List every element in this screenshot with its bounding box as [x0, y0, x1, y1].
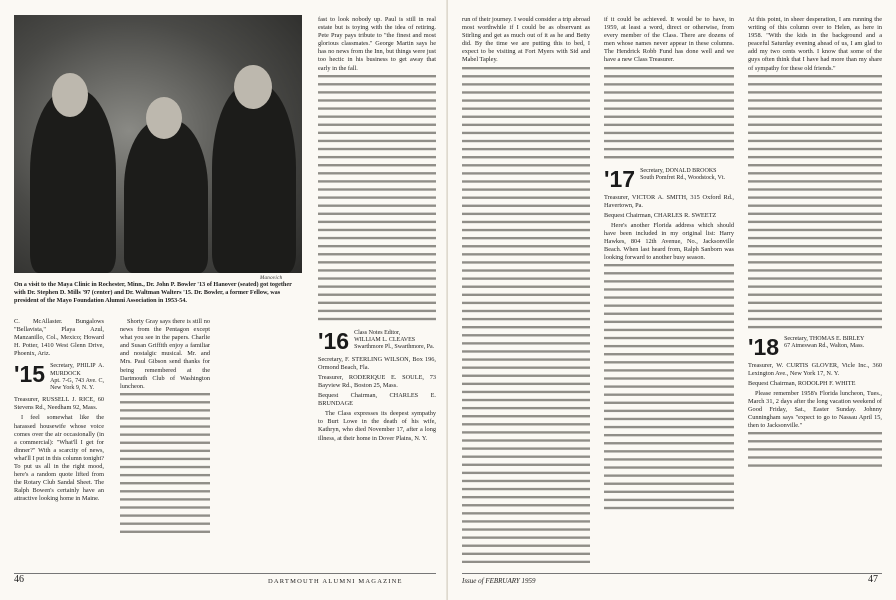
sec16-name: WILLIAM L. CLEAVES [354, 336, 416, 343]
sec16-secretary: Secretary, F. STERLING WILSON, Box 196, Ormond Beach, Fla. [318, 355, 436, 371]
sec18-title: Secretary, THOMAS E. BIRLEY [784, 335, 865, 342]
face-left [52, 73, 88, 117]
figure-right [212, 83, 296, 273]
secretary-line-15: Secretary, PHILIP A. MURDOCK [50, 363, 104, 377]
photo-doctors [14, 15, 302, 273]
class-heading-18 [748, 333, 882, 360]
secretary-address-15: Apt. 7-G, 743 Ave. C, New York 9, N. Y. [50, 377, 104, 392]
sec16-title: Class Notes Editor, [354, 329, 401, 336]
r-col2-body2: Here's another Florida address which should have been included in my original list: Harry Hawkes, 804 12th Avenue, No., Jacksonville Beach. When last heard from, Ralph Sanborn was looking forward to another busy season. [604, 221, 734, 262]
photo-caption: On a visit to the Maya Clinic in Rochester, Minn., Dr. John P. Bowler '13 of Hanover (seated) got together with Dr. Stephen D. Mills '97 (center) and Dr. Waltman Walters '15. Dr. Bowler, a former Fellow, was president of the Mayo Foundation Alumni Association in 1953-54. [14, 281, 292, 305]
col1-body: I feel somewhat like the harassed housewife whose voice comes over the air occasionally (in a commercial): "What'll I get for dinner?" With a scarcity of news, what'll I put in this column tonight? To put us all in the right mood, here's a random quote lifted from the Rotary Club Sandal Sheet. The Ralph Bowen's certainly have an attractive looking home in Maine. [14, 414, 104, 503]
spacer [120, 17, 121, 18]
sec16-address: Swarthmore Pl., Swarthmore, Pa. [354, 344, 435, 351]
class-heading-15 [14, 363, 104, 392]
treasurer-line-15: Treasurer, RUSSELL J. RICE, 60 Stevens Rd., Needham 92, Mass. [14, 396, 104, 412]
right-col-2 [604, 16, 734, 570]
class-heading-17 [604, 165, 734, 192]
r-col3-body: At this point, in sheer desperation, I am running the writing of this column over to Helen, as here in 1958. "With the kids in the background and a peaceful Saturday evening ahead of us, I am glad to add my two cents worth. I know that some of the guys often think that I have had more than my share of sympathy for these old friends." [748, 16, 882, 72]
figure-center-seated [124, 119, 208, 273]
footer-issue: Issue of FEBRUARY 1959 [462, 577, 536, 585]
r-col3-continued-text [748, 75, 882, 331]
col1-intro: C. McAllaster. Bungalows "Bellavista," Playa Azul, Manzanillo, Col., Mexico; Howard H. Potter, 1410 West Glenn Drive, Phoenix, Ariz. [14, 318, 104, 358]
spacer-b [218, 17, 219, 18]
face-right [234, 65, 272, 109]
r-col1-continued-text [462, 67, 590, 563]
class-year-15: '15 [14, 361, 46, 388]
page-number-left: 46 [14, 574, 24, 585]
page-number-right: 47 [868, 574, 878, 585]
footer-rule-left [14, 573, 436, 574]
right-page [448, 0, 896, 600]
sec17-address: South Pomfret Rd., Woodstock, Vt. [640, 174, 726, 181]
col3-body: fast to look nobody up. Paul is still in real estate but is toying with the idea of retiring. Pete Pray pays tribute to "the finest and most glorious classmates." George Martin says he has no news from the Inn, but things were just too hectic in his business to get away that early in the fall. [318, 16, 436, 72]
class-heading-16 [318, 327, 436, 354]
r-col2-body: if it could be achieved. It would be to have, in 1959, at least a word, direct or otherwise, from every member of the Class. There are dozens of men whose names never appear in these columns. The Hendrick Robb Fund has done well and we have a new Class Treasurer. [604, 16, 734, 64]
r-col1-body: run of their journey. I would consider a trip abroad most worthwhile if I could be as observant as Stirling and get as much out of it as he and Betty did. By the time we are putting this to bed, I expect to be visiting at Fort Myers with Sid and Mabel Tapley. [462, 16, 590, 64]
col3-continued-text [318, 75, 436, 325]
r-col2-more-text [604, 264, 734, 514]
col3-body2: The Class expresses its deepest sympathy to Burt Lowe in the death of his wife, Kathryn, who died November 17, after a long illness, at their home in Dover Plains, N. Y. [318, 410, 436, 442]
sec18-address: 67 Atmeswan Rd., Walton, Mass. [784, 342, 865, 349]
r-col3-body2: Please remember 1958's Florida luncheon, Tues., March 31, 2 days after the long vacation weekend of Good Friday, Sat., Easter Sunday. Johnny Cunningham says "expect to go to Nassau April 15, then to Jacksonville." [748, 389, 882, 430]
sec18-bequest: Bequest Chairman, RODOLPH F. WHITE [748, 379, 856, 387]
footer-magazine: DARTMOUTH ALUMNI MAGAZINE [268, 578, 403, 585]
left-col-3 [318, 16, 436, 570]
col2-body: Shorty Gray says there is still no news from the Pentagon except what you see in the papers. Charlie and Susan Griffith enjoy a familiar and nostalgic musical. Mr. and Mrs. Paul Gibson send thanks for being remembered at the Dartmouth Club of Washington luncheon. [120, 318, 210, 390]
r-col2-continued-text [604, 67, 734, 163]
right-col-3 [748, 16, 882, 570]
col2-continued-text [120, 393, 210, 533]
class-year-18: '18 [748, 333, 780, 360]
class-year-17: '17 [604, 165, 636, 192]
class-year-16: '16 [318, 327, 350, 354]
left-col-1 [14, 318, 104, 570]
photo-credit: Manovich [260, 276, 283, 281]
sec16-treasurer: Treasurer, RODERIQUE E. SOULE, 73 Bayview Rd., Boston 25, Mass. [318, 373, 436, 389]
left-col-2 [120, 318, 210, 570]
footer-rule-right [462, 573, 882, 574]
sec17-title: Secretary, DONALD BROOKS [640, 167, 717, 174]
sec17-bequest: Bequest Chairman, CHARLES R. SWEETZ [604, 211, 717, 219]
face-center [146, 97, 182, 139]
right-col-1 [462, 16, 590, 570]
sec18-treasurer: Treasurer, W. CURTIS GLOVER, Vicle Inc., 360 Lexington Ave., New York 17, N. Y. [748, 361, 882, 377]
sec17-treasurer: Treasurer, VICTOR A. SMITH, 315 Oxford Rd., Havertown, Pa. [604, 193, 734, 209]
r-col3-more-text [748, 432, 882, 472]
sec16-bequest: Bequest Chairman, CHARLES E. BRUNDAGE [318, 392, 436, 408]
